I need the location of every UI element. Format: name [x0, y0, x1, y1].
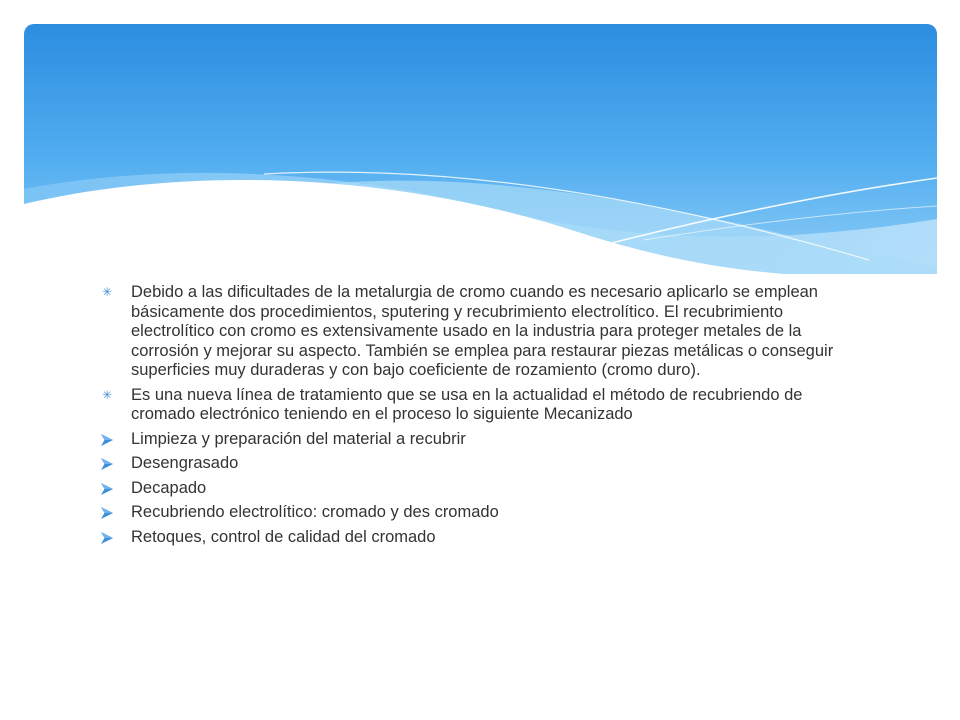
bullet-text: Limpieza y preparación del material a recubrir [131, 429, 466, 448]
bullet-text: Debido a las dificultades de la metalurgia de cromo cuando es necesario aplicarlo se emplean básicamente dos procedimientos, sputering y recubrimiento electrolítico. El recubrimiento electrolítico con cromo es extensivamente usado en la industria para proteger metales de la corrosión y mejorar su aspecto. También se emplea para restaurar piezas metálicas o conseguir superficies muy duraderas y con bajo coeficiente de rozamiento (cromo duro). [131, 283, 834, 379]
arrow-bullet-icon [100, 506, 114, 520]
wave-graphic [24, 24, 937, 274]
list-item [100, 283, 860, 381]
arrow-bullet-icon [100, 457, 114, 471]
bullet-list [100, 283, 860, 552]
asterisk-bullet-icon: ✳ [101, 387, 113, 402]
arrow-bullet-icon [100, 482, 114, 496]
asterisk-bullet-icon: ✳ [101, 285, 113, 299]
bullet-text: Retoques, control de calidad del cromado [131, 527, 436, 546]
bullet-text: Recubriendo electrolítico: cromado y des cromado [131, 503, 499, 521]
bullet-text: Desengrasado [131, 454, 239, 472]
list-item [100, 503, 860, 523]
list-item [100, 430, 860, 450]
bullet-text: Es una nueva línea de tratamiento que se usa en la actualidad el método de recubriendo de cromado electrónico teniendo en el proceso lo siguiente Mecanizado [131, 385, 803, 423]
header-banner [24, 24, 937, 274]
arrow-bullet-icon [100, 531, 114, 545]
arrow-bullet-icon [100, 433, 114, 447]
list-item [100, 528, 860, 548]
bullet-text: Decapado [131, 478, 207, 497]
list-item [100, 454, 860, 474]
list-item [100, 479, 860, 499]
list-item [100, 386, 860, 425]
